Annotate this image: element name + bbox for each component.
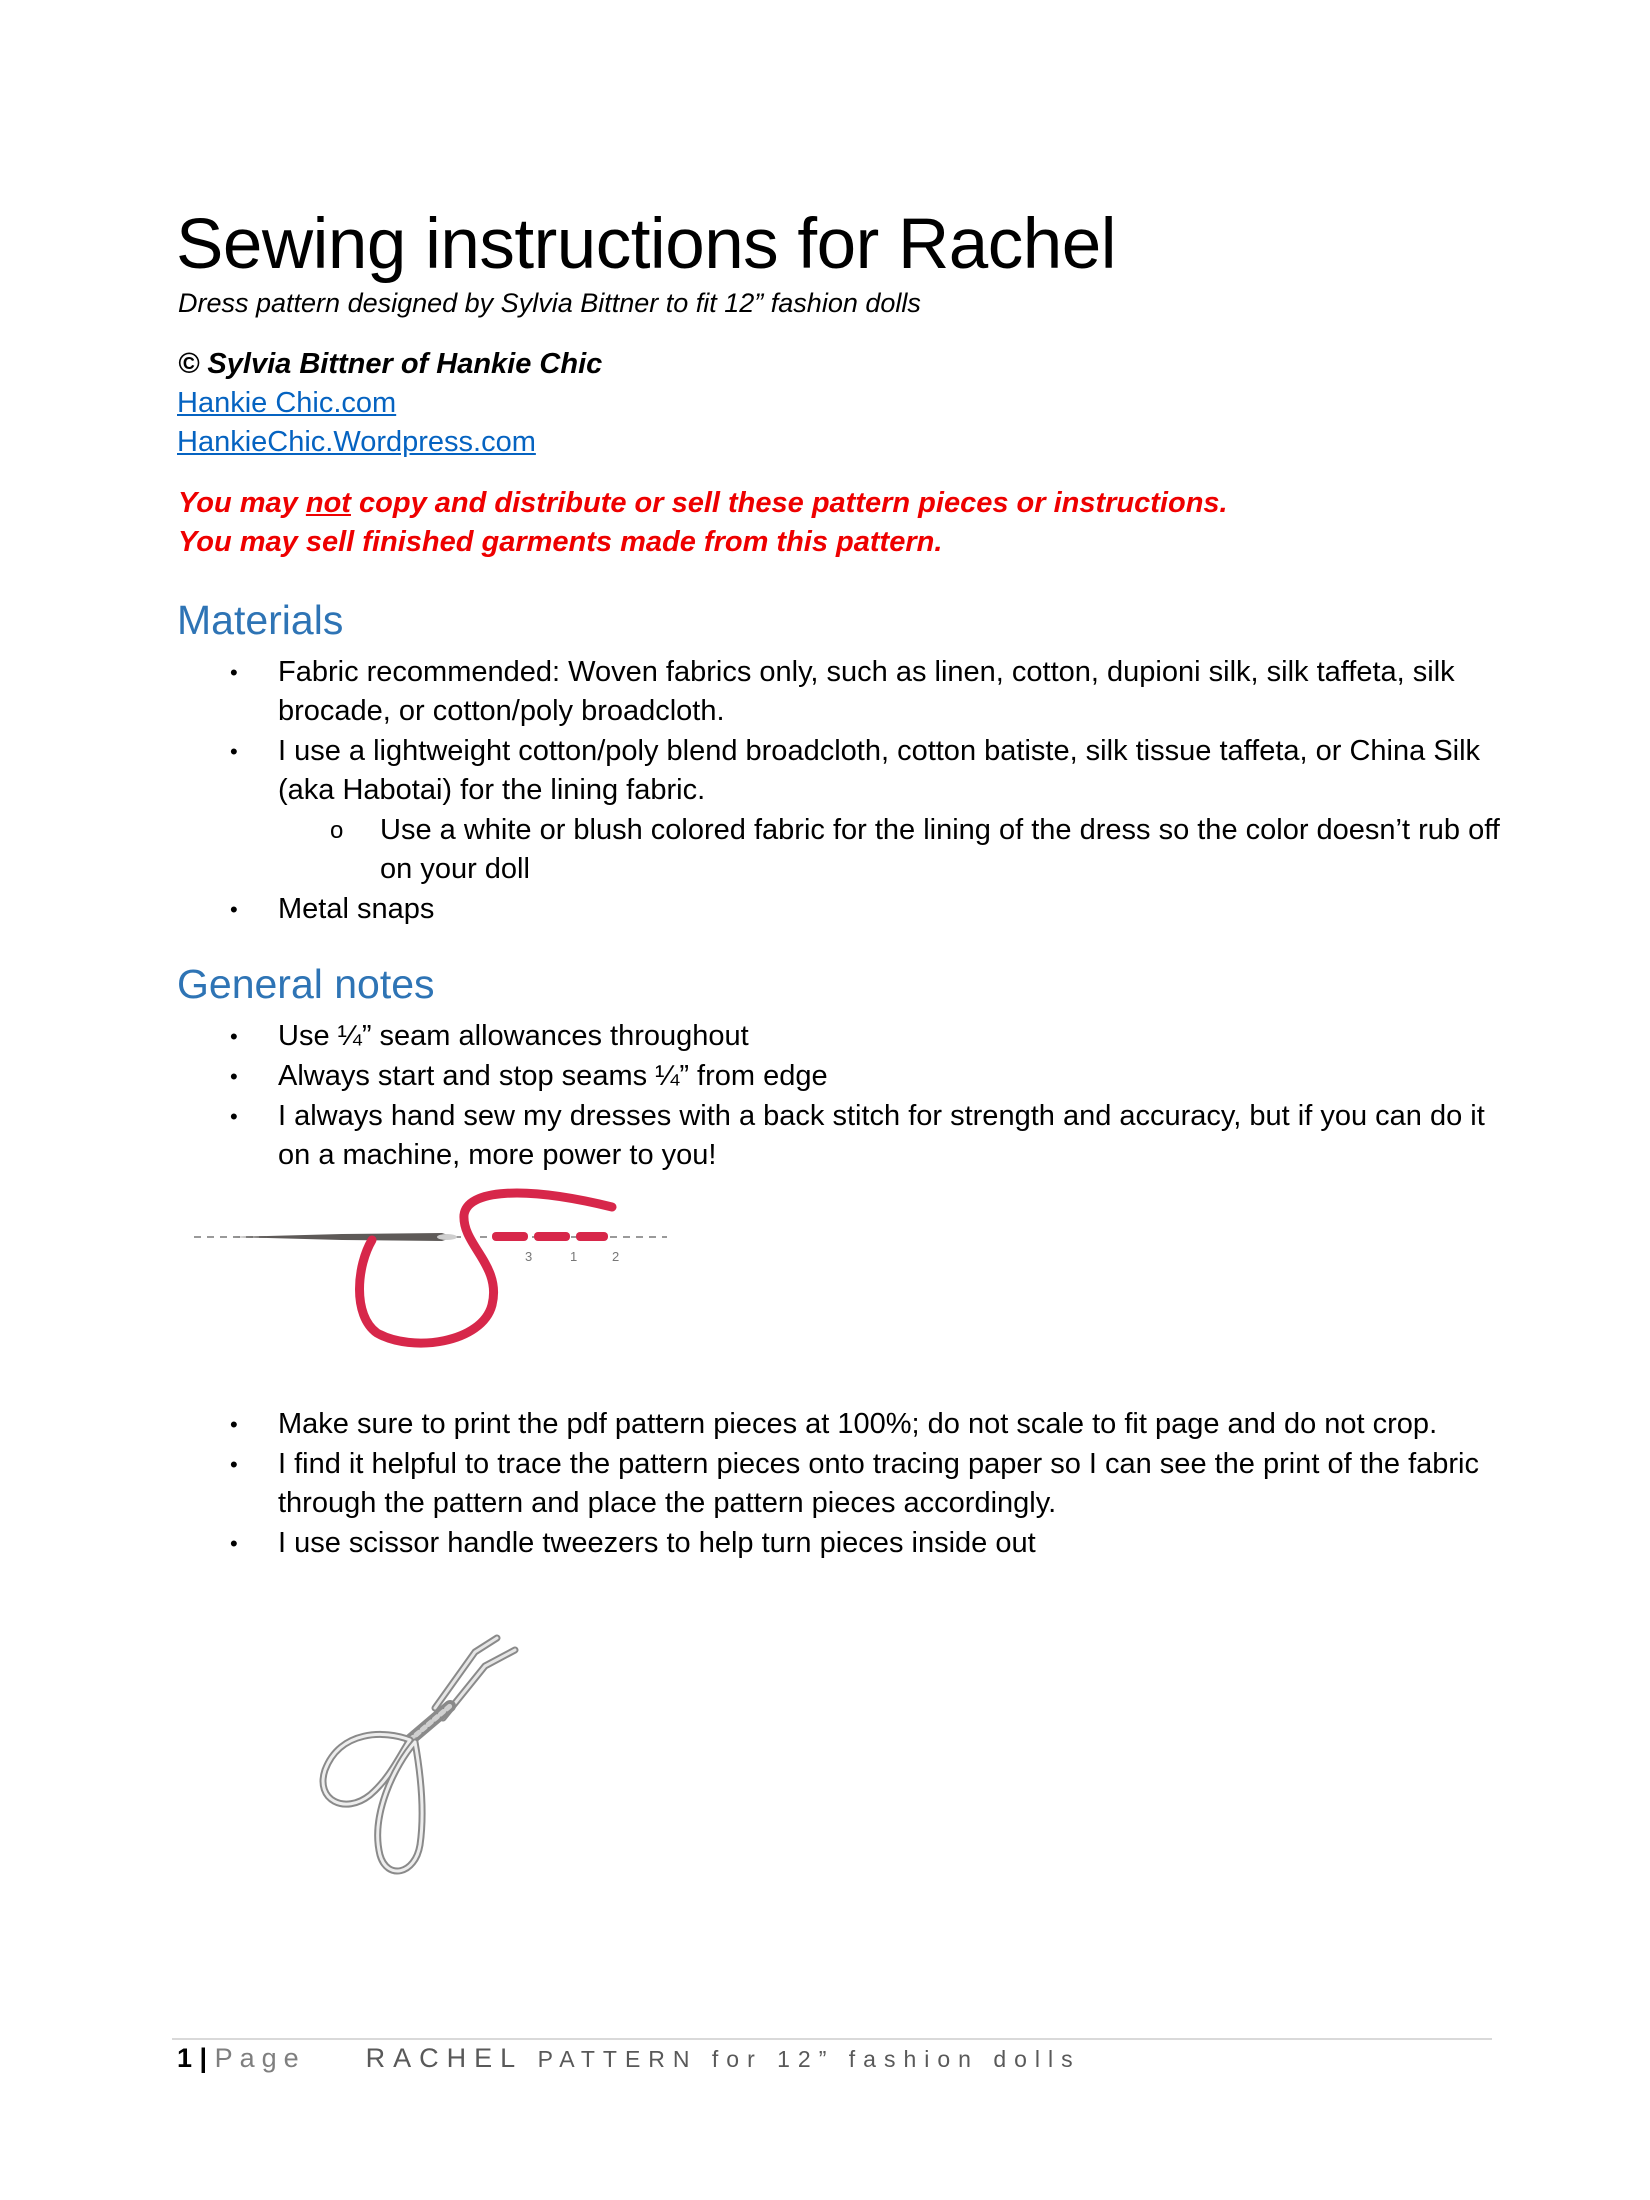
bullet-icon: • xyxy=(230,897,238,922)
subtitle: Dress pattern designed by Sylvia Bittner to fit 12” fashion dolls xyxy=(178,288,921,318)
footer-name: RACHEL xyxy=(365,2043,524,2073)
list-item-text: Make sure to print the pdf pattern pieces at 100%; do not scale to fit page and do not crop. xyxy=(278,1408,1438,1440)
footer-page-word: Page xyxy=(214,2043,306,2073)
back-stitch-illustration xyxy=(192,1185,672,1350)
bullet-icon: • xyxy=(230,1104,238,1129)
copyright-line: © Sylvia Bittner of Hankie Chic xyxy=(178,348,603,380)
link-wordpress[interactable]: HankieChic.Wordpress.com xyxy=(177,426,536,458)
list-item-text: Use ¼” seam allowances throughout xyxy=(278,1020,749,1052)
bullet-icon: • xyxy=(230,1412,238,1437)
page-number: 1 xyxy=(177,2043,193,2073)
list-item-text: I use scissor handle tweezers to help turn pieces inside out xyxy=(278,1527,1036,1559)
bullet-icon: • xyxy=(230,1452,238,1477)
stitch-segment xyxy=(534,1232,570,1241)
warning-post: copy and distribute or sell these pattern pieces or instructions. xyxy=(350,487,1228,519)
bullet-icon: • xyxy=(230,739,238,764)
needle-icon xyxy=(232,1233,454,1241)
general-notes-heading: General notes xyxy=(177,961,435,1007)
list-item xyxy=(0,1057,1498,1096)
list-item xyxy=(0,1017,1498,1056)
tweezer-joint-texture xyxy=(410,1706,450,1740)
footer-separator: | xyxy=(192,2043,215,2073)
thread-loop xyxy=(360,1193,613,1343)
stitch-segment xyxy=(576,1232,608,1241)
sub-bullet-icon: o xyxy=(330,817,344,844)
list-item xyxy=(0,1524,1498,1563)
materials-list xyxy=(0,653,1650,930)
list-item xyxy=(0,1097,1498,1175)
warning-emphasis: not xyxy=(305,487,351,519)
general-notes-list xyxy=(0,1017,1650,1176)
stitch-label: 3 xyxy=(525,1249,533,1264)
list-item xyxy=(0,732,1498,810)
link-hankie-chic[interactable]: Hankie Chic.com xyxy=(177,387,397,419)
warning-line-1 xyxy=(178,487,1228,520)
bullet-icon: • xyxy=(230,1531,238,1556)
needle-eye xyxy=(437,1234,457,1240)
general-notes-list-2 xyxy=(0,1405,1650,1564)
footer-title xyxy=(366,2043,1081,2073)
warning-pre: You may xyxy=(178,487,306,519)
list-item-text: Fabric recommended: Woven fabrics only, such as linen, cotton, dupioni silk, silk taffeta, silk brocade, or cotton/poly broadcloth. xyxy=(278,656,1455,727)
list-item-text: Use a white or blush colored fabric for the lining of the dress so the color doesn’t rub off on your doll xyxy=(380,814,1500,885)
bullet-icon: • xyxy=(230,1064,238,1089)
footer-divider xyxy=(172,2038,1492,2040)
page-title: Sewing instructions for Rachel xyxy=(176,205,1116,284)
list-item xyxy=(0,1405,1498,1444)
scissor-tweezers-illustration xyxy=(315,1630,535,1880)
list-item-text: I always hand sew my dresses with a back stitch for strength and accuracy, but if you can do it on a machine, more power to you! xyxy=(278,1100,1485,1171)
stitch-label: 2 xyxy=(612,1249,620,1264)
list-item xyxy=(0,653,1498,731)
bullet-icon: • xyxy=(230,660,238,685)
bullet-icon: • xyxy=(230,1024,238,1049)
list-item-text: Metal snaps xyxy=(278,893,435,925)
stitch-segment xyxy=(492,1232,528,1241)
list-item-text: I find it helpful to trace the pattern pieces onto tracing paper so I can see the print of the fabric through the pattern and place the pattern pieces accordingly. xyxy=(278,1448,1479,1519)
warning-line-2: You may sell finished garments made from this pattern. xyxy=(178,526,943,558)
tweezer-arm-highlight xyxy=(435,1638,497,1708)
list-item xyxy=(0,890,1498,929)
footer-rest: PATTERN for 12” fashion dolls xyxy=(523,2046,1081,2072)
list-item-text: I use a lightweight cotton/poly blend broadcloth, cotton batiste, silk tissue taffeta, or China Silk (aka Habotai) for the lining fabric. xyxy=(278,735,1481,806)
list-subitem xyxy=(0,811,1500,889)
list-item-text: Always start and stop seams ¼” from edge xyxy=(278,1060,828,1092)
page-footer xyxy=(177,2043,1081,2074)
materials-heading: Materials xyxy=(177,597,344,643)
list-item xyxy=(0,1445,1498,1523)
stitch-label: 1 xyxy=(570,1249,578,1264)
